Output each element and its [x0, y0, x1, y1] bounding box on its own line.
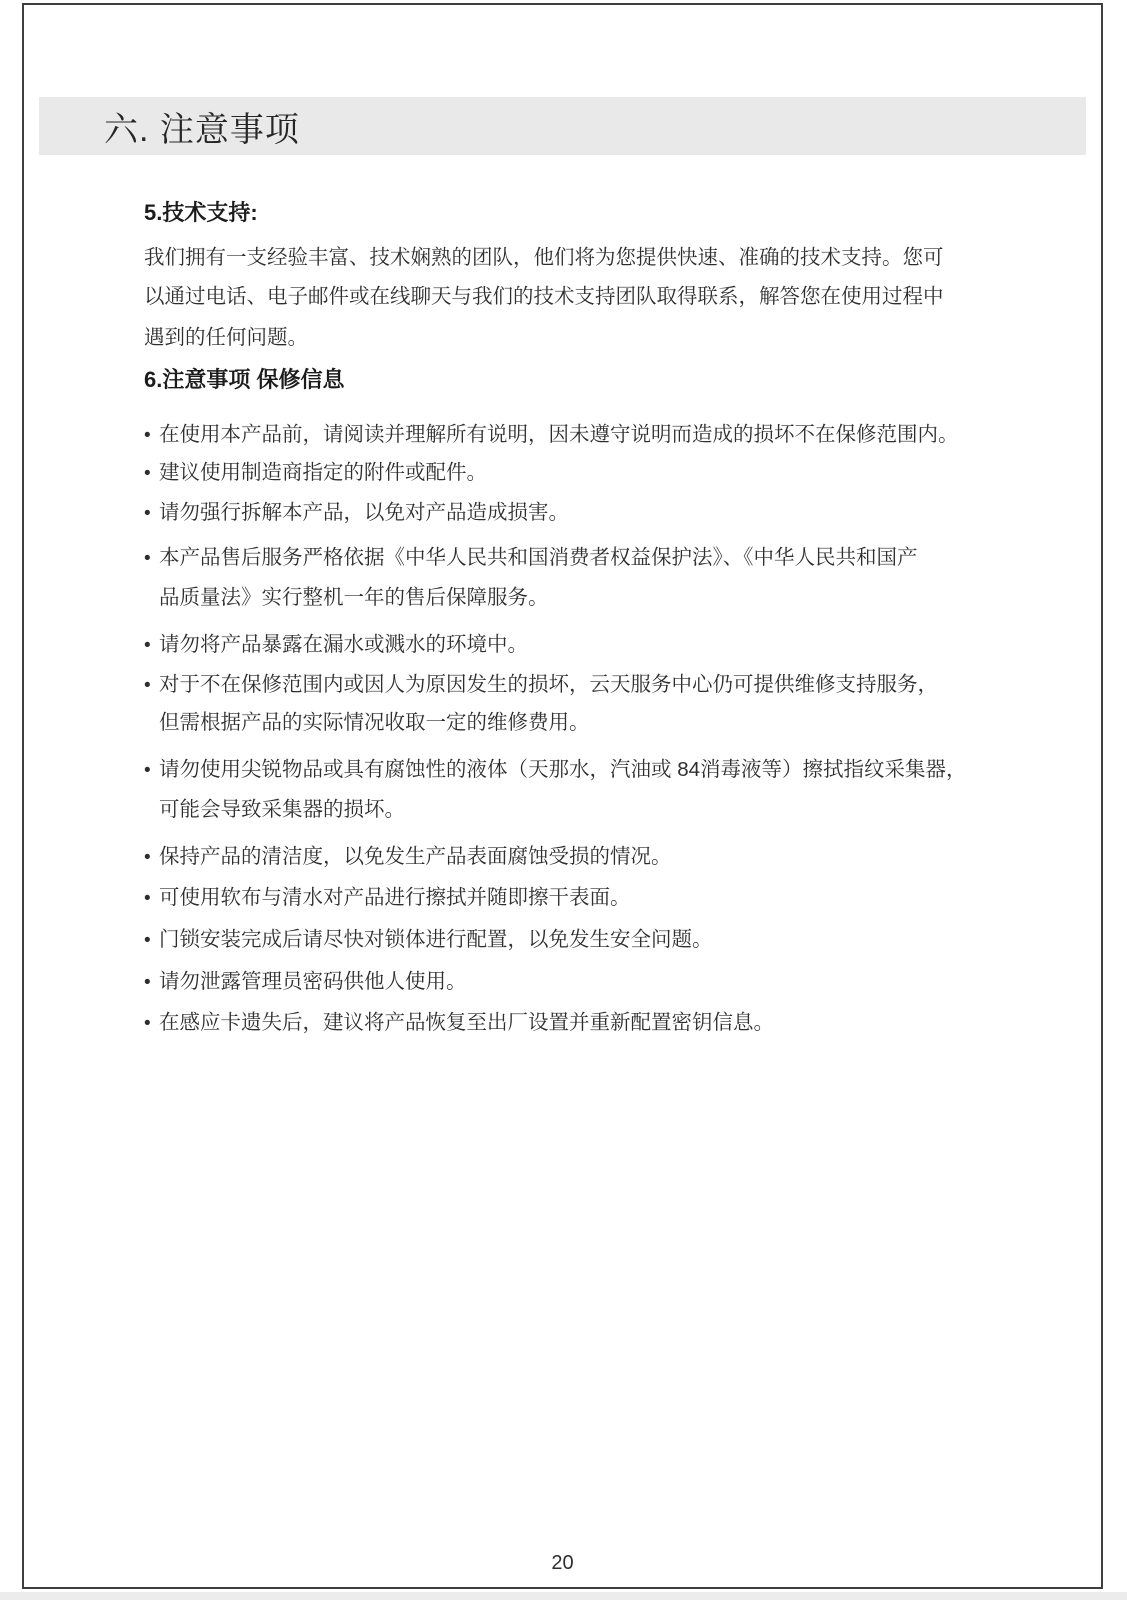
list-item-text: 可能会导致采集器的损坏。	[159, 798, 405, 821]
paragraph-text: 以通过电话、电子邮件或在线聊天与我们的技术支持团队取得联系，解答您在使用过程中	[144, 285, 944, 308]
paragraph-line	[144, 238, 1044, 278]
list-item-continuation	[144, 703, 1059, 743]
bullet-marker: •	[144, 548, 151, 569]
subsection-heading-warranty	[144, 360, 1044, 400]
list-item-text: 建议使用制造商指定的附件或配件。	[159, 461, 487, 484]
paragraph-text: 遇到的任何问题。	[144, 326, 308, 349]
list-item	[144, 878, 1044, 918]
list-item-text: 对于不在保修范围内或因人为原因发生的损坏，云天服务中心仍可提供维修支持服务，	[159, 673, 938, 696]
bullet-marker: •	[144, 972, 151, 993]
heading-text: 6.注意事项 保修信息	[144, 367, 345, 392]
heading-text: 5.技术支持:	[144, 200, 258, 225]
page-edge-shadow	[0, 1592, 1127, 1600]
bullet-marker: •	[144, 930, 151, 951]
list-item	[144, 920, 1044, 960]
section-header-bar	[39, 97, 1086, 155]
bullet-marker: •	[144, 675, 151, 696]
manual-page	[22, 3, 1103, 1589]
list-item-text: 请勿强行拆解本产品，以免对产品造成损害。	[159, 501, 569, 524]
list-item	[144, 625, 1044, 665]
subsection-heading-tech-support	[144, 193, 1044, 233]
bullet-marker: •	[144, 760, 151, 781]
list-item-text: 在感应卡遗失后，建议将产品恢复至出厂设置并重新配置密钥信息。	[159, 1011, 774, 1034]
list-item-text: 在使用本产品前，请阅读并理解所有说明，因未遵守说明而造成的损坏不在保修范围内。	[159, 423, 959, 446]
list-item-text: 本产品售后服务严格依据《中华人民共和国消费者权益保护法》、《中华人民共和国产	[159, 546, 918, 569]
list-item	[144, 1003, 1044, 1043]
page-number: 20	[551, 1552, 574, 1574]
list-item	[144, 415, 1044, 455]
section-title: 六. 注意事项	[104, 110, 300, 149]
list-item-text: 但需根据产品的实际情况收取一定的维修费用。	[159, 711, 590, 734]
list-item-text: 品质量法》实行整机一年的售后保障服务。	[159, 586, 549, 609]
list-item	[144, 837, 1044, 877]
list-item-text: 请勿泄露管理员密码供他人使用。	[159, 970, 467, 993]
bullet-marker: •	[144, 847, 151, 868]
list-item	[144, 453, 1044, 493]
list-item	[144, 665, 1044, 705]
list-item-text: 保持产品的清洁度，以免发生产品表面腐蚀受损的情况。	[159, 845, 672, 868]
list-item	[144, 962, 1044, 1002]
list-item-text: 可使用软布与清水对产品进行擦拭并随即擦干表面。	[159, 886, 631, 909]
list-item	[144, 750, 1044, 790]
list-item	[144, 493, 1044, 533]
paragraph-text: 我们拥有一支经验丰富、技术娴熟的团队，他们将为您提供快速、准确的技术支持。您可	[144, 246, 944, 269]
bullet-marker: •	[144, 888, 151, 909]
bullet-marker: •	[144, 1013, 151, 1034]
list-item-text: 门锁安装完成后请尽快对锁体进行配置，以免发生安全问题。	[159, 928, 713, 951]
bullet-marker: •	[144, 463, 151, 484]
list-item-continuation	[144, 790, 1059, 830]
bullet-marker: •	[144, 503, 151, 524]
paragraph-line	[144, 277, 1044, 317]
paragraph-line	[144, 318, 1044, 358]
list-item	[144, 538, 1044, 578]
list-item-text: 请勿使用尖锐物品或具有腐蚀性的液体（天那水，汽油或 84消毒液等）擦拭指纹采集器，	[159, 758, 967, 781]
list-item-continuation	[144, 578, 1059, 618]
list-item-text: 请勿将产品暴露在漏水或溅水的环境中。	[159, 633, 528, 656]
bullet-marker: •	[144, 635, 151, 656]
bullet-marker: •	[144, 425, 151, 446]
